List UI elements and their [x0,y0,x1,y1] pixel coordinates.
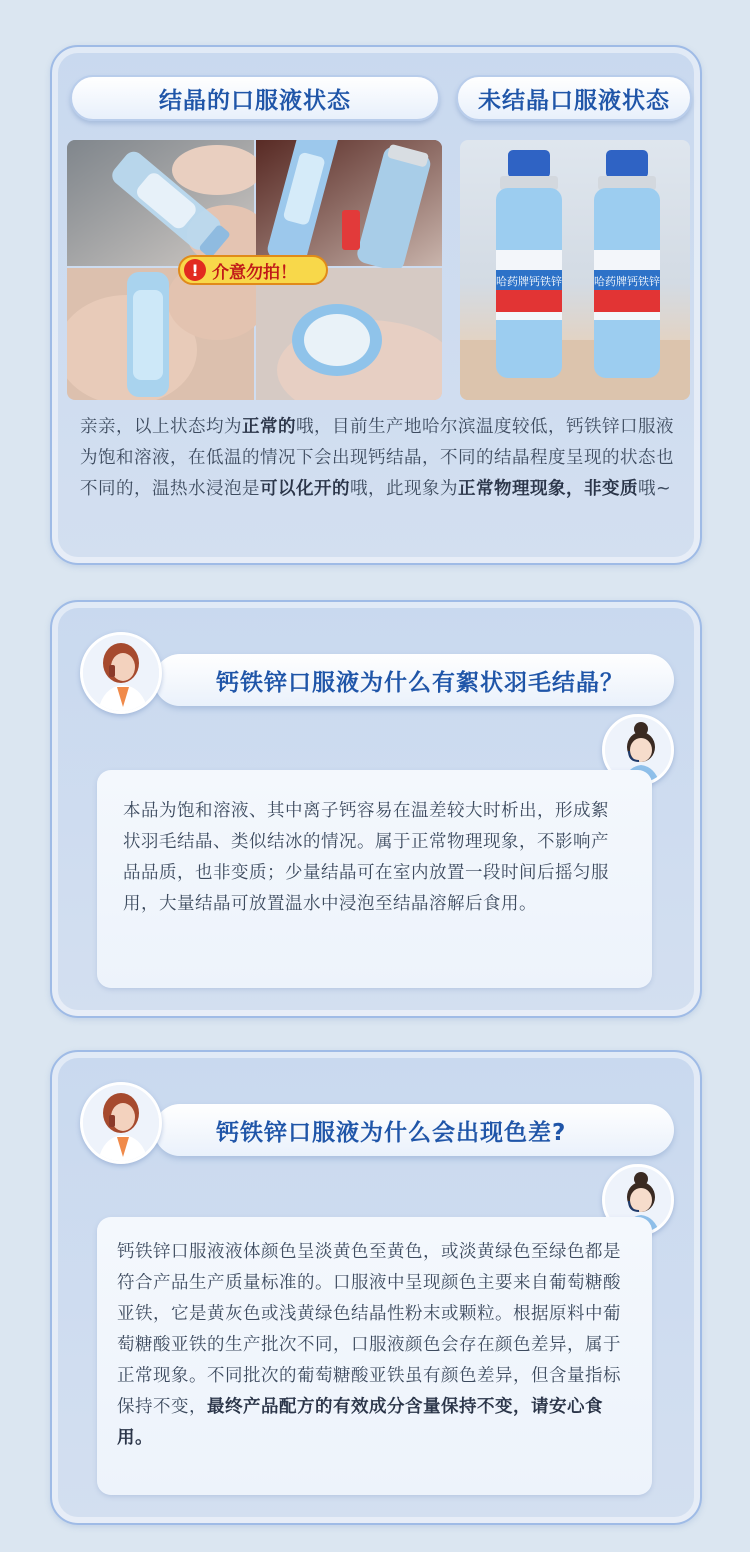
exclamation-icon: ! [184,259,206,281]
uncrystallized-photo [460,140,690,400]
answer-text-segment: 钙铁锌口服液液体颜色呈淡黄色至黄色，或淡黄绿色至绿色都是符合产品生产质量标准的。口服液中呈现颜色主要来自葡萄糖酸亚铁，它是黄灰色或浅黄绿色结晶性粉末或颗粒。根据原料中葡萄糖酸亚铁的生产批次不同，口服液颜色会存在颜色差异，属于正常现象。不同批次的葡萄糖酸亚铁虽有颜色差异，但含量指标保持不变， [117,1242,621,1417]
feather-crystal-faq-card [50,600,702,1018]
answer-box [97,770,652,988]
intro-text-segment: 哦~ [638,479,672,499]
intro-text-segment: 正常的 [242,417,296,437]
do-not-buy-warning-badge [178,255,328,285]
warning-label: 介意勿拍！ [212,262,297,283]
pharmacist-avatar [80,632,162,714]
intro-text-segment: 亲亲，以上状态均为 [80,417,242,437]
answer-text-segment: 最终产品配方的有效成分含量保持不变，请安心食用。 [117,1397,603,1448]
answer-box [97,1217,652,1495]
pharmacist-avatar-icon [83,635,162,714]
pharmacist-avatar-icon [83,1085,162,1164]
pharmacist-avatar [80,1082,162,1164]
intro-text-segment: 哦，此现象为 [350,479,458,499]
bottle-label-left: 哈药牌钙铁锌 [496,275,562,288]
question-title: 钙铁锌口服液为什么会出现色差? [154,1104,674,1156]
bottles-illustration [460,140,690,400]
color-difference-faq-card [50,1050,702,1525]
intro-text-segment: 正常物理现象，非变质 [458,479,638,499]
bottle-label-right: 哈药牌钙铁锌 [594,275,660,288]
intro-text-segment: 可以化开的 [260,479,350,499]
crystallized-state-title: 结晶的口服液状态 [70,75,440,121]
answer-text-segment: 本品为饱和溶液、其中离子钙容易在温差较大时析出，形成絮状羽毛结晶、类似结冰的情况。属于正常物理现象，不影响产品品质，也非变质；少量结晶可在室内放置一段时间后摇匀服用，大量结晶可放置温水中浸泡至结晶溶解后食用。 [123,801,609,914]
intro-text-segment: 哦，目前生产地哈尔滨温度较低，钙铁锌口服液为饱和溶液，在低温的情况下会出现钙结晶，不同的结晶程度呈现的状态也不同的，温热水浸泡是 [80,417,674,499]
uncrystallized-state-title: 未结晶口服液状态 [456,75,692,121]
intro-paragraph [80,412,680,505]
question-title: 钙铁锌口服液为什么有絮状羽毛结晶？ [154,654,674,706]
crystal-state-card [50,45,702,565]
